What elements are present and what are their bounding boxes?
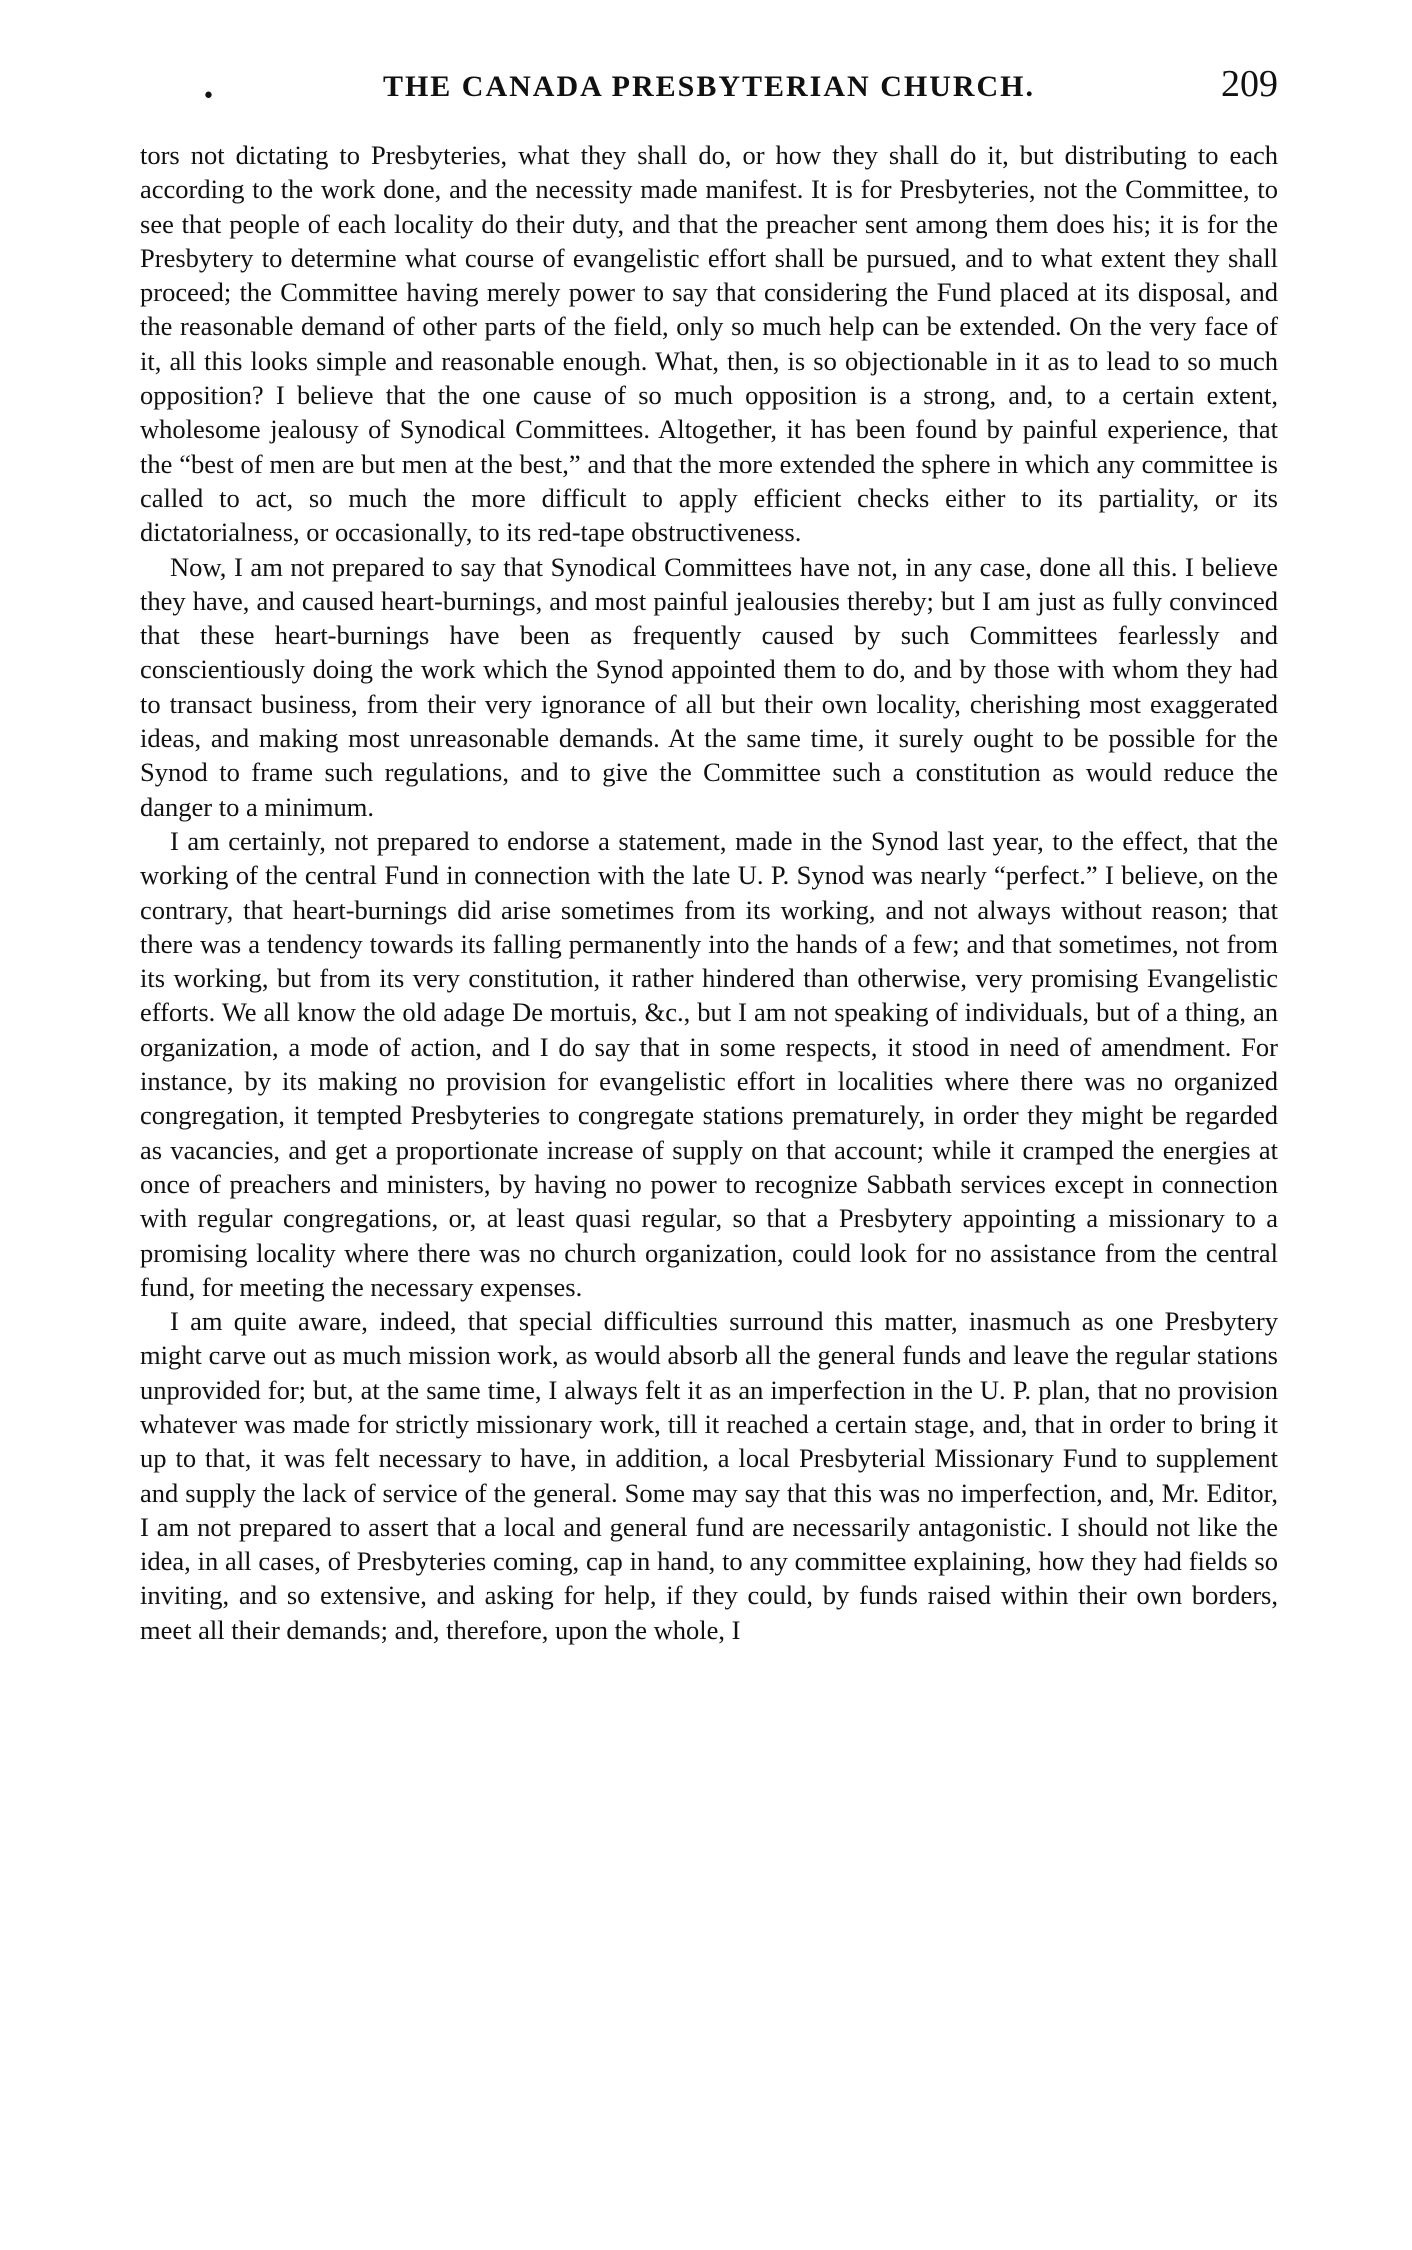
paragraph: tors not dictating to Presbyteries, what they shall do, or how they shall do it, but distributing to each according to the work done, and the necessity made manifest. It is for Presbyteries, not the Committee, to see that people of each locality do their duty, and that the preacher sent among them does his; it is for the Presbytery to determine what course of evangelistic effort shall be pursued, and to what extent they shall proceed; the Committee having merely power to say that considering the Fund placed at its disposal, and the reasonable demand of other parts of the field, only so much help can be extended. On the very face of it, all this looks simple and reasonable enough. What, then, is so objectionable in it as to lead to so much opposition? I believe that the one cause of so much opposition is a strong, and, to a certain extent, wholesome jealousy of Synodical Committees. Altogether, it has been found by painful experience, that the “best of men are but men at the best,” and that the more extended the sphere in which any committee is called to act, so much the more difficult to apply efficient checks either to its partiality, or its dictatorialness, or occasionally, to its red-tape obstructiveness. xyxy=(140,140,1278,548)
paragraph: I am quite aware, indeed, that special difficulties surround this matter, inasmuch as one Presbytery might carve out as much mission work, as would absorb all the general funds and leave the regular stations unprovided for; but, at the same time, I always felt it as an imperfection in the U. P. plan, that no provision whatever was made for strictly missionary work, till it reached a certain stage, and, that in order to bring it up to that, it was felt necessary to have, in addition, a local Presbyterial Missionary Fund to supplement and supply the lack of service of the general. Some may say that this was no imperfection, and, Mr. Editor, I am not prepared to assert that a local and general fund are necessarily antagonistic. I should not like the idea, in all cases, of Presbyteries coming, cap in hand, to any committee explaining, how they had fields so inviting, and so extensive, and asking for help, if they could, by funds raised within their own borders, meet all their demands; and, therefore, upon the whole, I xyxy=(140,1306,1278,1645)
running-head: THE CANADA PRESBYTERIAN CHURCH. xyxy=(382,70,1036,103)
page-body xyxy=(140,138,1278,2218)
header-mark: • xyxy=(202,84,215,109)
paragraph: Now, I am not prepared to say that Synodical Committees have not, in any case, done all this. I believe they have, and caused heart-burnings, and most painful jealousies thereby; but I am just as fully convinced that these heart-burnings have been as frequently caused by such Committees fearlessly and conscientiously doing the work which the Synod appointed them to do, and by those with whom they had to transact business, from their very ignorance of all but their own locality, cherishing most exaggerated ideas, and making most unreasonable demands. At the same time, it surely ought to be possible for the Synod to frame such regulations, and to give the Committee such a constitution as would reduce the danger to a minimum. xyxy=(140,551,1278,822)
paragraph: I am certainly, not prepared to endorse a statement, made in the Synod last year, to the effect, that the working of the central Fund in connection with the late U. P. Synod was nearly “perfect.” I believe, on the contrary, that heart-burnings did arise sometimes from its working, and not always without reason; that there was a tendency towards its falling permanently into the hands of a few; and that sometimes, not from its working, but from its very constitution, it rather hindered than otherwise, very promising Evangelistic efforts. We all know the old adage De mortuis, &c., but I am not speaking of individuals, but of a thing, an organization, a mode of action, and I do say that in some respects, it stood in need of amendment. For instance, by its making no provision for evangelistic effort in localities where there was no organized congregation, it tempted Presbyteries to congregate stations prematurely, in order they might be regarded as vacancies, and get a proportionate increase of supply on that account; while it cramped the energies at once of preachers and ministers, by having no power to recognize Sabbath services except in connection with regular congregations, or, at least quasi regular, so that a Presbytery appointing a missionary to a promising locality where there was no church organization, could look for no assistance from the central fund, for meeting the necessary expenses. xyxy=(140,825,1278,1302)
page-number: 209 xyxy=(1221,63,1278,105)
page-header xyxy=(140,62,1278,118)
